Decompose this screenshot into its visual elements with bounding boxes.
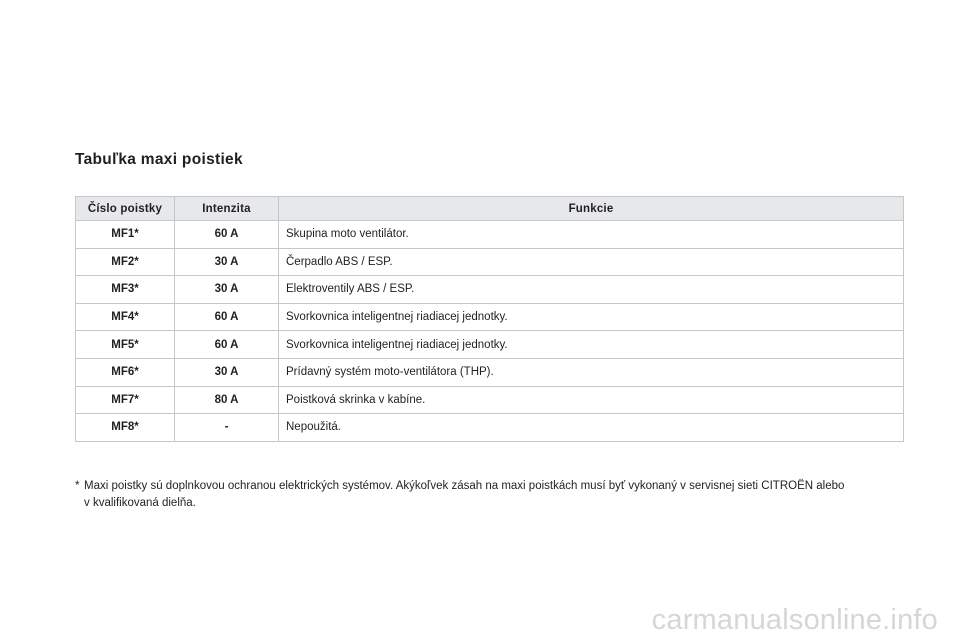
function-cell: Skupina moto ventilátor. <box>279 221 904 249</box>
fuse-number-cell: MF1* <box>76 221 175 249</box>
intensity-cell: - <box>175 414 279 442</box>
header-functions: Funkcie <box>279 197 904 221</box>
table-row <box>76 386 904 414</box>
function-cell: Svorkovnica inteligentnej riadiacej jednotky. <box>279 303 904 331</box>
fuse-number-cell: MF7* <box>76 386 175 414</box>
fuse-number-cell: MF8* <box>76 414 175 442</box>
fuse-number-cell: MF3* <box>76 276 175 304</box>
function-cell: Prídavný systém moto-ventilátora (THP). <box>279 358 904 386</box>
function-cell: Nepoužitá. <box>279 414 904 442</box>
table-row <box>76 331 904 359</box>
intensity-cell: 60 A <box>175 331 279 359</box>
header-fuse-number: Číslo poistky <box>76 197 175 221</box>
footnote <box>75 478 915 512</box>
function-cell: Čerpadlo ABS / ESP. <box>279 248 904 276</box>
fuse-number-cell: MF5* <box>76 331 175 359</box>
intensity-cell: 60 A <box>175 303 279 331</box>
table-row <box>76 414 904 442</box>
header-intensity: Intenzita <box>175 197 279 221</box>
fuse-number-cell: MF2* <box>76 248 175 276</box>
intensity-cell: 60 A <box>175 221 279 249</box>
intensity-cell: 30 A <box>175 248 279 276</box>
fuse-number-cell: MF6* <box>76 358 175 386</box>
intensity-cell: 80 A <box>175 386 279 414</box>
table-row <box>76 358 904 386</box>
table-row <box>76 248 904 276</box>
fuse-number-cell: MF4* <box>76 303 175 331</box>
footnote-line-2: v kvalifikovaná dielňa. <box>84 497 196 509</box>
function-cell: Poistková skrinka v kabíne. <box>279 386 904 414</box>
function-cell: Svorkovnica inteligentnej riadiacej jednotky. <box>279 331 904 359</box>
page-title: Tabuľka maxi poistiek <box>75 151 243 168</box>
table-row <box>76 276 904 304</box>
footnote-marker: * <box>75 480 80 492</box>
intensity-cell: 30 A <box>175 358 279 386</box>
watermark-text: carmanualsonline.info <box>651 604 938 636</box>
maxi-fuse-table <box>75 196 904 442</box>
table-header-row <box>76 197 904 221</box>
footnote-line-1: Maxi poistky sú doplnkovou ochranou elektrických systémov. Akýkoľvek zásah na maxi poistkách musí byť vykonaný v servisnej sieti CITROËN alebo <box>84 480 845 492</box>
intensity-cell: 30 A <box>175 276 279 304</box>
function-cell: Elektroventily ABS / ESP. <box>279 276 904 304</box>
table-row <box>76 303 904 331</box>
table-row <box>76 221 904 249</box>
